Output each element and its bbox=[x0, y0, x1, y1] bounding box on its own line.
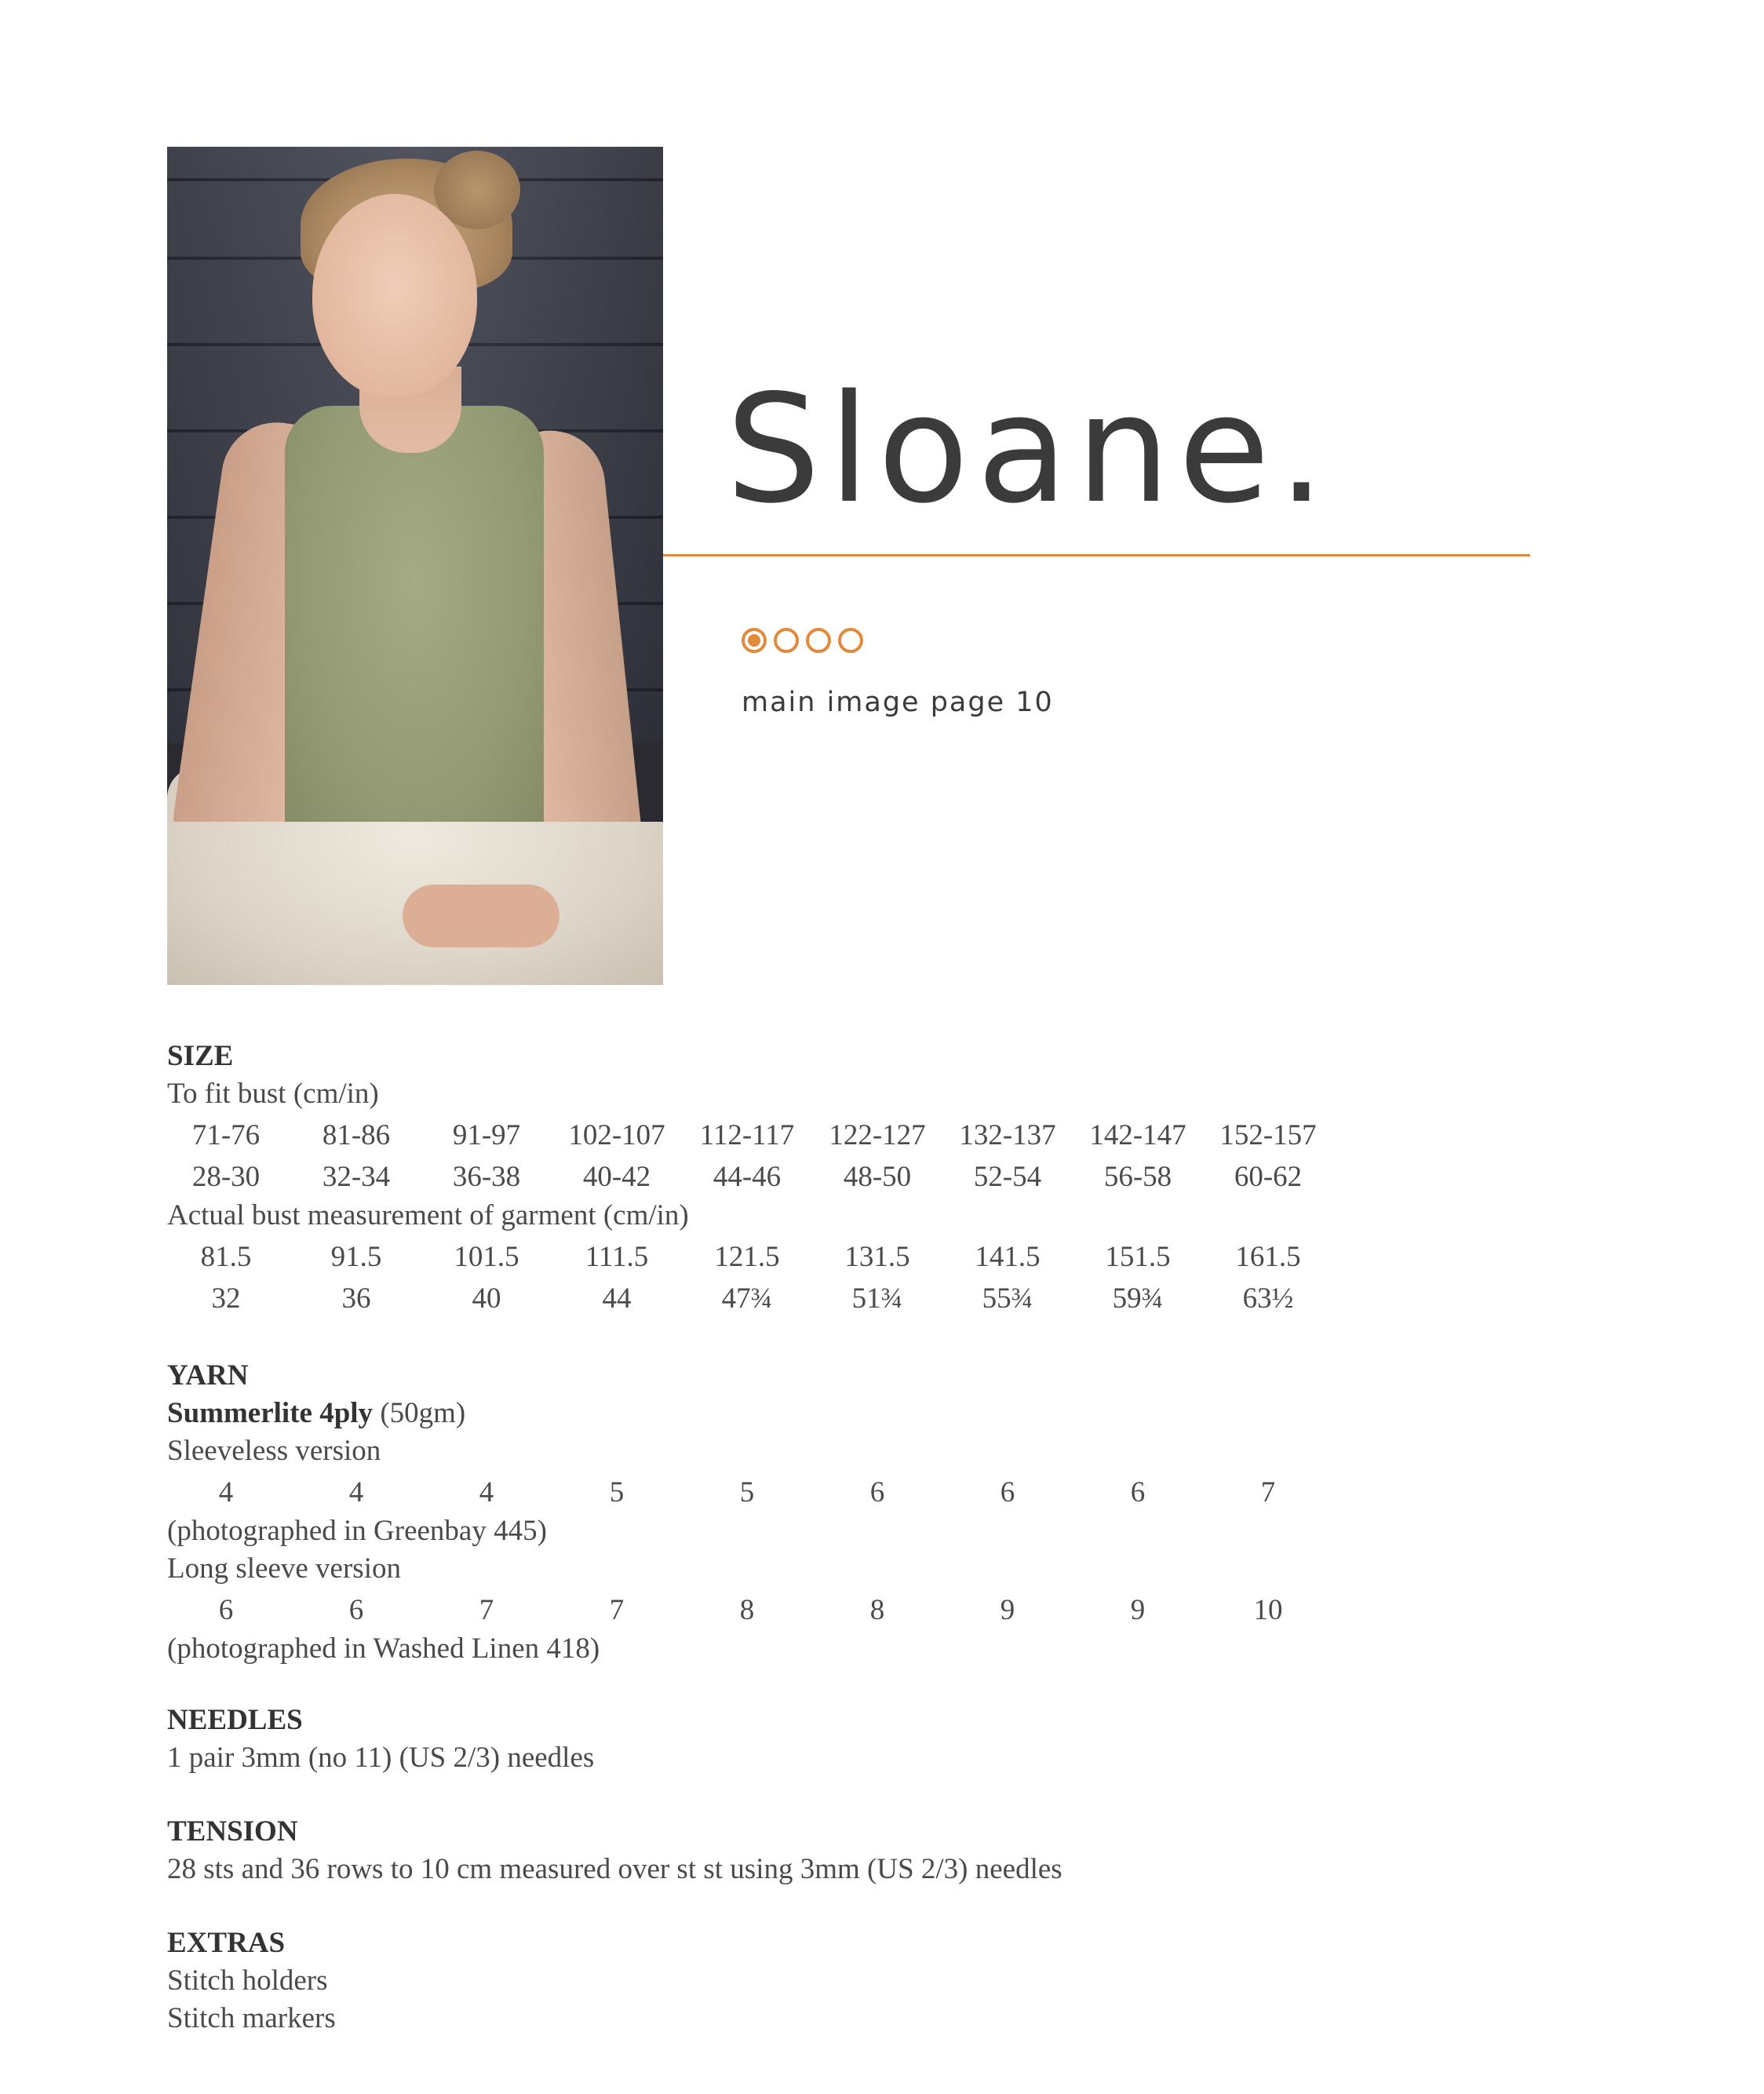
table-cell: 8 bbox=[869, 1594, 885, 1626]
needles-text: 1 pair 3mm (no 11) (US 2/3) needles bbox=[167, 1742, 595, 1774]
table-cell: 60-62 bbox=[1234, 1161, 1303, 1193]
rating-dot-empty-icon bbox=[806, 628, 831, 653]
table-cell: 131.5 bbox=[844, 1241, 910, 1273]
table-cell: 6 bbox=[1000, 1476, 1015, 1508]
table-cell: 52-54 bbox=[973, 1161, 1042, 1193]
table-cell: 48-50 bbox=[843, 1161, 912, 1193]
table-cell: 63½ bbox=[1242, 1282, 1294, 1315]
table-cell: 101.5 bbox=[454, 1241, 519, 1273]
main-photo bbox=[167, 147, 663, 985]
table-cell: 9 bbox=[1130, 1594, 1146, 1626]
table-cell: 32-34 bbox=[322, 1161, 391, 1193]
table-cell: 36 bbox=[341, 1282, 371, 1315]
rating-dot-filled-icon bbox=[742, 628, 767, 653]
table-cell: 59¾ bbox=[1112, 1282, 1164, 1315]
extras-heading: EXTRAS bbox=[167, 1927, 286, 1959]
yarn-heading: YARN bbox=[167, 1359, 249, 1392]
tension-text: 28 sts and 36 rows to 10 cm measured over st st using 3mm (US 2/3) needles bbox=[167, 1853, 1062, 1885]
table-cell: 4 bbox=[348, 1476, 364, 1508]
table-cell: 55¾ bbox=[982, 1282, 1033, 1315]
table-cell: 112-117 bbox=[699, 1119, 795, 1151]
sleeveless-photo-note: (photographed in Greenbay 445) bbox=[167, 1515, 547, 1547]
table-cell: 81.5 bbox=[200, 1241, 252, 1273]
table-cell: 44 bbox=[602, 1282, 632, 1315]
table-cell: 28-30 bbox=[191, 1161, 261, 1193]
table-cell: 6 bbox=[869, 1476, 885, 1508]
table-cell: 40-42 bbox=[582, 1161, 651, 1193]
table-cell: 91.5 bbox=[330, 1241, 382, 1273]
table-cell: 36-38 bbox=[452, 1161, 521, 1193]
table-cell: 142-147 bbox=[1089, 1119, 1186, 1151]
page-reference: main image page 10 bbox=[742, 687, 1054, 718]
sleeveless-label: Sleeveless version bbox=[167, 1435, 381, 1467]
table-cell: 6 bbox=[348, 1594, 364, 1626]
table-cell: 4 bbox=[218, 1476, 234, 1508]
tension-heading: TENSION bbox=[167, 1815, 298, 1848]
list-item: Stitch holders bbox=[167, 1964, 328, 1997]
table-cell: 10 bbox=[1253, 1594, 1283, 1626]
table-cell: 71-76 bbox=[191, 1119, 261, 1151]
table-cell: 7 bbox=[479, 1594, 494, 1626]
table-cell: 91-97 bbox=[452, 1119, 521, 1151]
title-divider bbox=[663, 554, 1530, 556]
difficulty-rating bbox=[742, 628, 863, 653]
size-heading: SIZE bbox=[167, 1040, 234, 1072]
table-cell: 161.5 bbox=[1235, 1241, 1301, 1273]
table-cell: 51¾ bbox=[851, 1282, 903, 1315]
table-cell: 6 bbox=[1130, 1476, 1146, 1508]
rating-dot-empty-icon bbox=[838, 628, 863, 653]
table-cell: 132-137 bbox=[959, 1119, 1056, 1151]
table-cell: 102-107 bbox=[568, 1119, 665, 1151]
table-cell: 4 bbox=[479, 1476, 494, 1508]
table-cell: 6 bbox=[218, 1594, 234, 1626]
long-sleeve-label: Long sleeve version bbox=[167, 1552, 401, 1585]
model-face-image bbox=[312, 194, 477, 398]
table-cell: 9 bbox=[1000, 1594, 1015, 1626]
yarn-name: Summerlite 4ply bbox=[167, 1397, 374, 1429]
table-cell: 40 bbox=[472, 1282, 501, 1315]
table-cell: 47¾ bbox=[721, 1282, 773, 1315]
table-cell: 5 bbox=[609, 1476, 625, 1508]
pattern-title: Sloane. bbox=[726, 363, 1333, 536]
list-item: Stitch markers bbox=[167, 2002, 336, 2034]
actual-bust-label: Actual bust measurement of garment (cm/in) bbox=[167, 1199, 689, 1231]
table-cell: 111.5 bbox=[585, 1241, 649, 1273]
table-cell: 32 bbox=[211, 1282, 241, 1315]
table-cell: 7 bbox=[609, 1594, 625, 1626]
yarn-weight: (50gm) bbox=[373, 1397, 466, 1429]
table-cell: 151.5 bbox=[1105, 1241, 1171, 1273]
table-cell: 141.5 bbox=[975, 1241, 1041, 1273]
table-cell: 81-86 bbox=[322, 1119, 391, 1151]
fit-bust-label: To fit bust (cm/in) bbox=[167, 1078, 379, 1110]
table-cell: 121.5 bbox=[714, 1241, 780, 1273]
knit-top-image bbox=[285, 406, 544, 845]
long-sleeve-photo-note: (photographed in Washed Linen 418) bbox=[167, 1633, 600, 1665]
table-cell: 8 bbox=[739, 1594, 755, 1626]
table-cell: 56-58 bbox=[1103, 1161, 1172, 1193]
table-cell: 7 bbox=[1260, 1476, 1276, 1508]
table-cell: 44-46 bbox=[713, 1161, 782, 1193]
table-cell: 122-127 bbox=[829, 1119, 926, 1151]
yarn-name-line bbox=[167, 1395, 465, 1432]
table-cell: 152-157 bbox=[1219, 1119, 1317, 1151]
table-cell: 5 bbox=[739, 1476, 755, 1508]
needles-heading: NEEDLES bbox=[167, 1704, 303, 1736]
rating-dot-empty-icon bbox=[774, 628, 799, 653]
